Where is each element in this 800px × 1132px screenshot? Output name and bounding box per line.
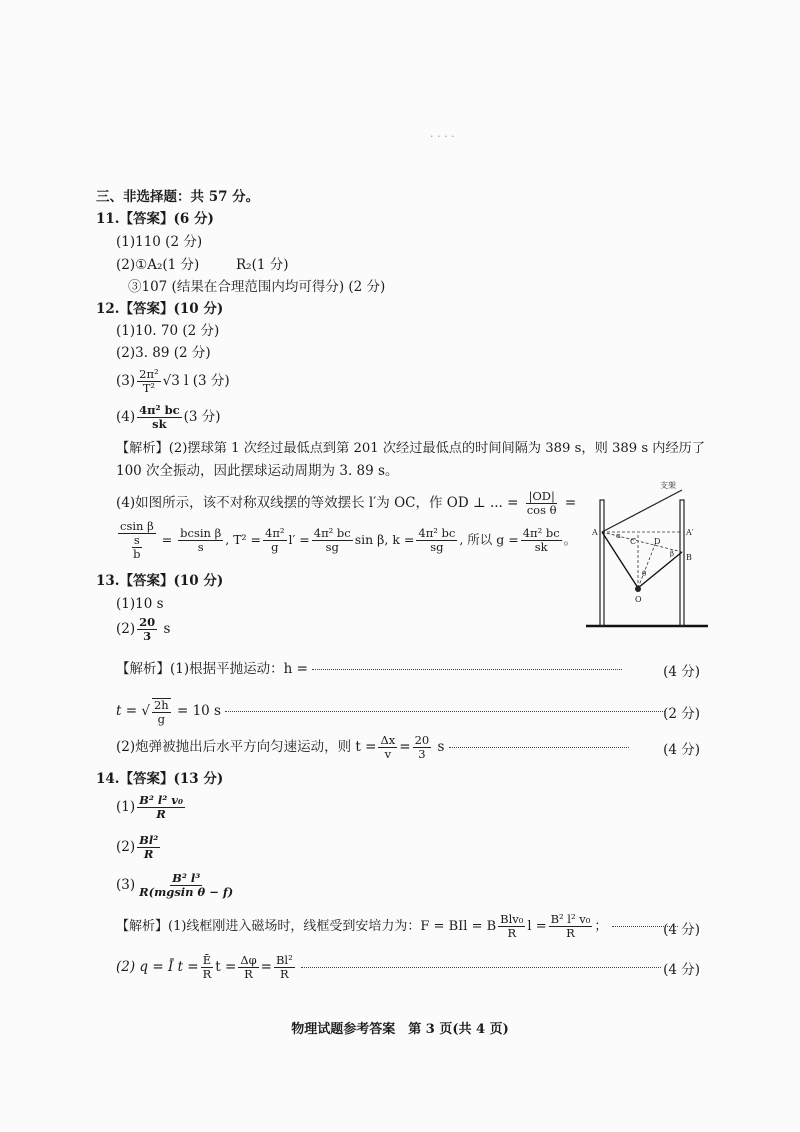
q13-j1-leader (312, 669, 622, 670)
q12-j4-a-den (129, 534, 144, 561)
q12-a4-num: 4π² bc (139, 403, 180, 417)
q14-j1-text: 【解析】(1)线框刚进入磁场时，线框受到安培力为：F = BIl = B (116, 919, 497, 934)
q12-jiexi-3-num: |OD| (528, 489, 555, 503)
q14-j1-frac-2 (549, 913, 593, 940)
q12-head: 12.【答案】(10 分) (96, 301, 224, 317)
q13-answer-2 (116, 614, 170, 644)
q12-j4-b-den: s (197, 540, 204, 554)
q14-a3-den: R(mgsin θ − f) (139, 885, 234, 899)
support-bar (602, 490, 682, 532)
q12-a3-fraction (137, 368, 161, 395)
q12-a3-num: 2π² (139, 367, 159, 381)
q14-j2-den1: R (202, 967, 212, 981)
q14-j2-num3: Bl² (275, 953, 293, 967)
q14-a3-num: B² l³ (172, 871, 201, 885)
q12-j4-i: , 所以 g = (459, 532, 519, 547)
q13-j3-frac-2 (413, 734, 432, 761)
q12-jiexi-3-fraction (525, 490, 559, 517)
q13-j2-radical (152, 698, 171, 726)
q13-a2-suffix: s (163, 621, 171, 637)
q14-a1-fraction (137, 794, 185, 821)
q12-j4-frac-h (416, 527, 457, 554)
q12-j4-h-num: 4π² bc (418, 526, 456, 540)
q14-j2-leader (301, 967, 661, 968)
q12-j4-d-num: 4π² (265, 526, 285, 540)
q13-j3-unit: s (437, 739, 445, 755)
q12-j4-g: sin β, k = (354, 532, 415, 547)
q14-a3-prefix: (3) (116, 877, 136, 893)
label-support: 支架 (660, 481, 676, 490)
q12-jiexi-2: 100 次全振动，因此摆球运动周期为 3. 89 s。 (116, 463, 399, 479)
q14-j2-num1: Ē (202, 953, 212, 967)
label-c: C (630, 537, 637, 546)
q13-j3-den2: 3 (418, 747, 426, 761)
q14-head: 14.【答案】(13 分) (96, 771, 224, 787)
page-footer: 物理试题参考答案 第 3 页(共 4 页) (291, 1022, 509, 1037)
q13-a2-den: 3 (143, 629, 152, 643)
q13-a2-num: 20 (139, 615, 156, 629)
q11-head: 11.【答案】(6 分) (96, 211, 214, 227)
q12-a3-den: T² (142, 381, 156, 395)
label-d: D (654, 537, 661, 546)
q11-answer-3: ③107 (结果在合理范围内均可得分) (2 分) (128, 279, 386, 295)
q14-jiexi-2 (116, 950, 661, 984)
q12-a4-fraction (137, 404, 182, 431)
q12-j4-h-den: sg (430, 540, 444, 554)
q12-j4-a-den-bot: b (133, 547, 141, 561)
q13-j2-leader (225, 711, 665, 712)
left-post (600, 500, 604, 626)
q14-j1-num2: B² l² v₀ (550, 912, 591, 926)
q12-j4-k: 。 (563, 532, 577, 547)
q12-j4-d-den: g (271, 540, 279, 554)
q13-j1-score: (4 分) (663, 664, 700, 680)
q13-jiexi-2: t = √ $\frac{2h}{g}$ = 10 s (116, 693, 665, 729)
q14-a2-den: R (143, 847, 154, 861)
q13-j2-rad-den: g (157, 711, 165, 726)
q14-j1-score: (4 分) (663, 922, 700, 938)
q14-j1-den1: R (507, 926, 517, 940)
q11-answer-2-left: (2)①A₂(1 分) (116, 257, 200, 273)
q13-j3-score: (4 分) (663, 742, 700, 758)
q13-j3-eq: = (399, 739, 411, 755)
q13-a2-prefix: (2) (116, 621, 136, 637)
label-a-prime: A′ (686, 528, 694, 537)
q14-j1-den2: R (566, 926, 575, 940)
q12-j4-frac-a (118, 520, 156, 561)
q14-j2-den2: R (244, 967, 253, 981)
q12-j4-f-den: sg (325, 540, 339, 554)
q13-j2-suffix: = 10 s (176, 703, 221, 719)
q11-answer-2-right: R₂(1 分) (236, 257, 289, 273)
q13-jiexi-1 (116, 660, 622, 678)
q12-a4-den: sk (152, 417, 167, 431)
q13-j2-score: (2 分) (663, 706, 700, 722)
label-o: O (635, 595, 642, 604)
q14-jiexi-1 (116, 910, 678, 944)
q12-j4-f-num: 4π² bc (313, 526, 351, 540)
label-alpha: α (616, 532, 621, 540)
q12-j4-a-den-top: s (133, 533, 140, 547)
q14-j2-eq: = (260, 959, 272, 975)
q13-j3-num1: Δx (380, 733, 396, 747)
q12-j4-frac-f (312, 527, 353, 554)
q12-answer-3 (116, 366, 230, 396)
q12-j4-frac-b (178, 527, 223, 554)
q12-jiexi-3-den: cos θ (526, 503, 557, 517)
q13-j2-rad-num: 2h (153, 697, 169, 712)
q11-answer-1: (1)110 (2 分) (116, 234, 203, 250)
q12-jiexi-4: $\frac{\text{csin β}}{\frac{s}{b}}$ = $\frac{\text{bcsin β}}{s}$ , T² = $\frac{\text{4π²}}{g}$ l′ = $\frac{\text{4π² bc}}{sg}$ sin β, k = $\frac{\text{4π² bc}}{sg}$ , 所以 g = $\frac{\text{4π² bc}}{sk}$ 。 (120, 519, 577, 561)
q12-j4-c: , T² = (225, 532, 261, 547)
q14-j2-frac-2 (238, 954, 258, 981)
q14-a1-num: B² l² v₀ (139, 793, 184, 807)
q12-j4-frac-j (521, 527, 562, 554)
q12-j4-a-den-frac (131, 534, 142, 561)
q12-jiexi-3-text: (4)如图所示，该不对称双线摆的等效摆长 l′为 OC，作 OD ⊥ ... (116, 495, 503, 511)
q12-j4-a-num: csin β (120, 519, 154, 533)
q12-a4-prefix: (4) (116, 409, 136, 425)
q13-j3-den1: v (384, 747, 392, 761)
label-theta: θ (642, 570, 647, 578)
q14-j1-num1: Blv₀ (500, 912, 524, 926)
q12-jiexi-1: 【解析】(2)摆球第 1 次经过最低点到第 201 次经过最低点的时间间隔为 389 s，则 389 s 内经历了 (116, 441, 706, 456)
q14-a1-prefix: (1) (116, 799, 136, 815)
header-fragment: · · · · (430, 130, 455, 143)
q14-a2-num: Bl² (139, 833, 159, 847)
q13-a2-fraction (137, 616, 157, 643)
q12-j4-frac-d (263, 527, 287, 554)
q13-j3-frac-1 (378, 734, 397, 761)
q14-j2-den3: R (280, 967, 289, 981)
q14-a2-fraction (137, 834, 160, 861)
q12-a4-suffix: (3 分) (183, 409, 221, 425)
q12-answer-2: (2)3. 89 (2 分) (116, 345, 211, 361)
q14-j1-mid: l = (527, 919, 547, 934)
bob-o (635, 586, 641, 592)
q12-j4-j-num: 4π² bc (522, 526, 560, 540)
q14-j1-end: ； (594, 919, 608, 934)
q14-j2-mid: t = (215, 959, 237, 975)
q12-j4-j-den: sk (534, 540, 548, 554)
q14-a1-den: R (156, 807, 166, 821)
q13-jiexi-3 (116, 730, 629, 764)
right-post (680, 500, 684, 626)
q14-j2-num2: Δφ (240, 953, 257, 967)
q13-answer-1: (1)10 s (116, 596, 164, 612)
q14-j2-frac-3 (274, 954, 295, 981)
q14-answer-1 (116, 790, 187, 824)
q14-j2-score: (4 分) (663, 962, 700, 978)
q12-j4-e: l′ = (288, 532, 310, 547)
label-b: B (686, 553, 692, 562)
q14-j1-frac-1 (498, 913, 525, 940)
q14-a2-prefix: (2) (116, 839, 136, 855)
q12-a3-suffix: √3 l (3 分) (162, 373, 230, 389)
q14-j2-frac-1 (201, 954, 214, 981)
q13-head: 13.【答案】(10 分) (96, 573, 224, 589)
q13-j3-num2: 20 (414, 733, 430, 747)
section-title: 三、非选择题：共 57 分。 (96, 189, 260, 205)
q12-a3-prefix: (3) (116, 373, 136, 389)
q12-answer-1: (1)10. 70 (2 分) (116, 323, 220, 339)
q14-answer-3 (116, 868, 237, 902)
q12-jiexi-3: (4)如图所示，该不对称双线摆的等效摆长 l′为 OC，作 OD ⊥ ... = $\frac{|OD|}{\text{cos θ}}$ = (116, 489, 577, 517)
q14-j2-prefix: (2) q = Ī t = (116, 959, 199, 975)
ab-dashed (602, 532, 682, 552)
label-beta: β (670, 550, 675, 558)
label-a: A (592, 528, 598, 537)
q14-answer-2 (116, 830, 162, 864)
q13-j3-text: (2)炮弹被抛出后水平方向匀速运动，则 t = (116, 739, 377, 755)
q13-j1-text: 【解析】(1)根据平抛运动：h = (116, 661, 308, 677)
q13-j3-leader (449, 747, 629, 748)
q12-answer-4 (116, 402, 221, 432)
q13-j2-prefix: t = (116, 703, 138, 719)
bifilar-pendulum-diagram (586, 480, 708, 632)
q14-a3-fraction (137, 872, 235, 899)
q12-j4-b-num: bcsin β (180, 526, 222, 540)
